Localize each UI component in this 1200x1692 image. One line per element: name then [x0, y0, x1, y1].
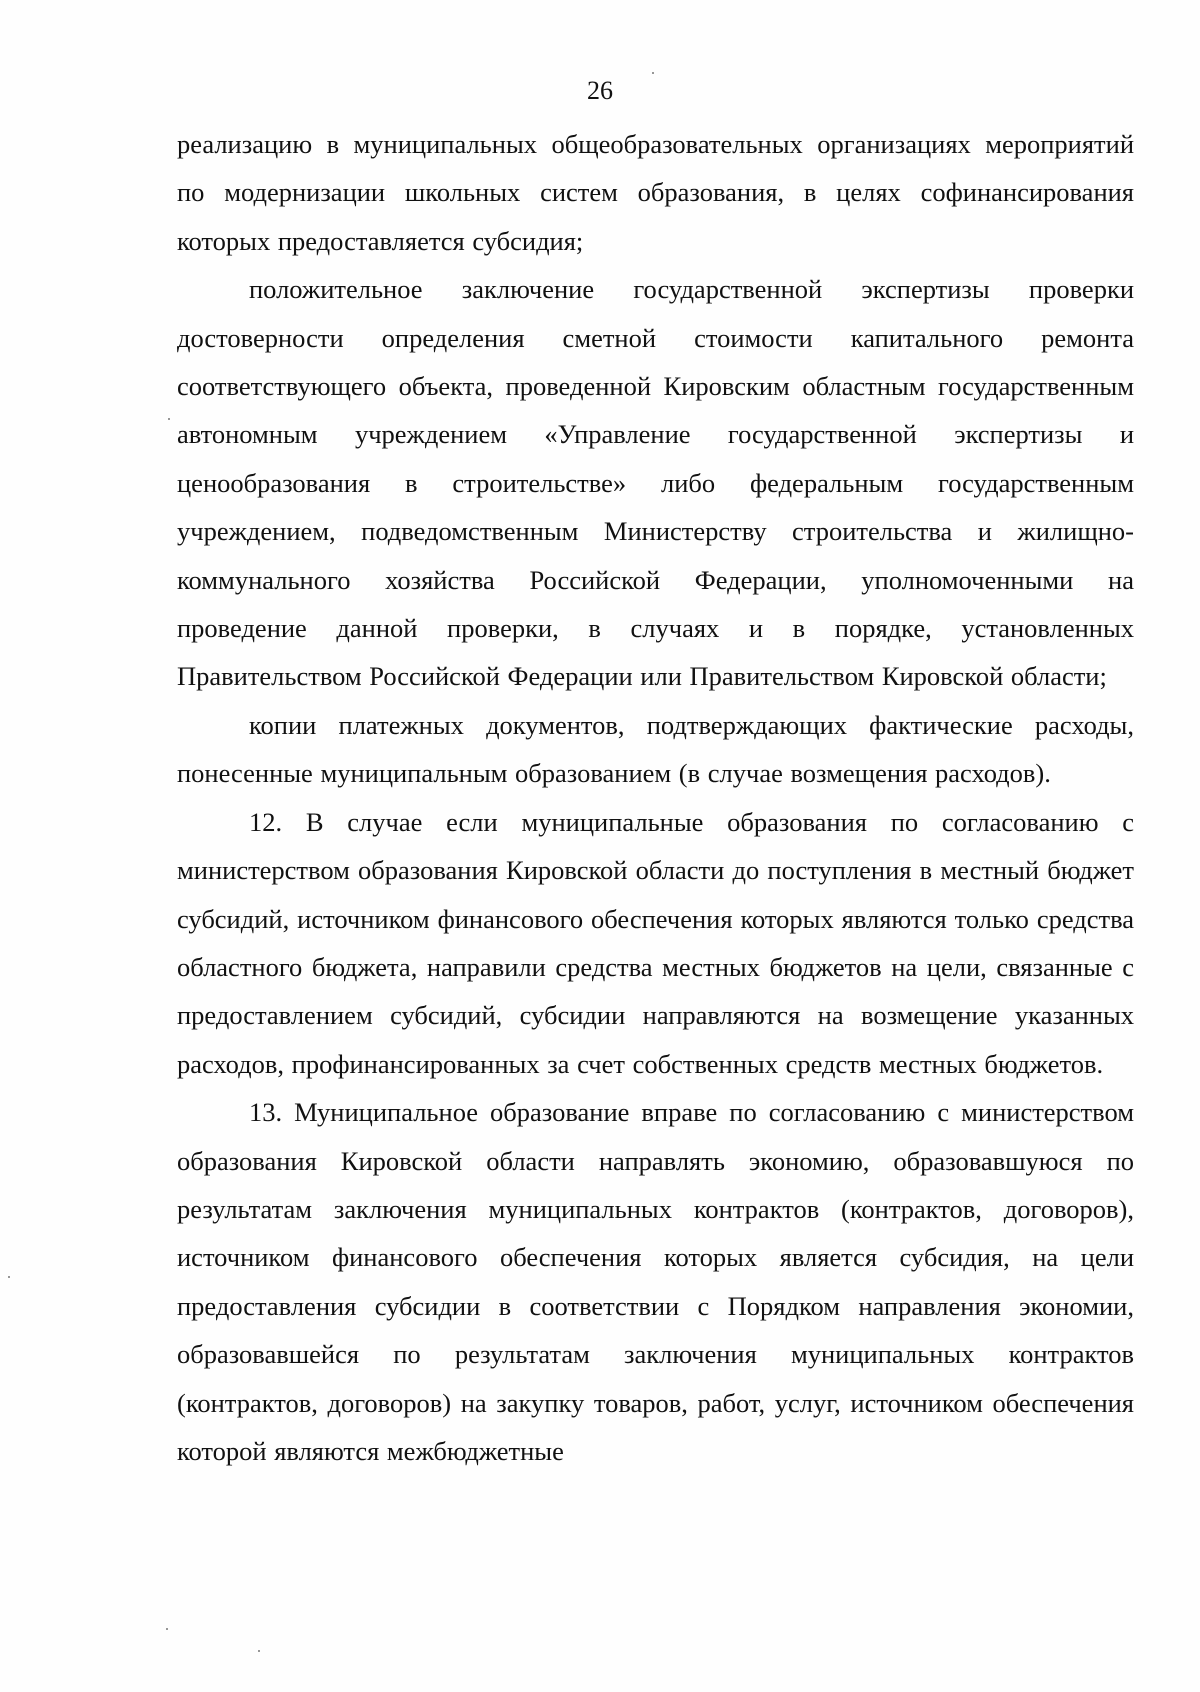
paragraph-expert-conclusion: положительное заключение государственной экспертизы проверки достоверности определения сметной стоимости капитального ремонта соответствующего объекта, проведенной Кировским областным государственным автономным учреждением «Управление государственной экспертизы и ценообразования в строительстве» либо федеральным государственным учреждением, подведомственным Министерству строительства и жилищно-коммунального хозяйства Российской Федерации, уполномоченными на проведение данной проверки, в случаях и в порядке, установленных Правительством Российской Федерации или Правительством Кировской области; — [177, 274, 1134, 692]
paragraph-clause-13: 13. Муниципальное образование вправе по согласованию с министерством образования Кировской области направлять экономию, образовавшуюся по результатам заключения муниципальных контрактов (контрактов, договоров), источником финансового обеспечения которых является субсидия, на цели предоставления субсидии в соответствии с Порядком направления экономии, образовавшейся по результатам заключения муниципальных контрактов (контрактов, договоров) на закупку товаров, работ, услуг, источником обеспечения которой являются межбюджетные — [177, 1097, 1134, 1466]
paragraph-continuation: реализацию в муниципальных общеобразовательных организациях мероприятий по модернизации школьных систем образования, в целях софинансирования которых предоставляется субсидия; — [177, 129, 1134, 256]
scan-speck — [168, 418, 170, 420]
paragraph-clause-12: 12. В случае если муниципальные образования по согласованию с министерством образования Кировской области до поступления в местный бюджет субсидий, источником финансового обеспечения которых являются только средства областного бюджета, направили средства местных бюджетов на цели, связанные с предоставлением субсидий, субсидии направляются на возмещение указанных расходов, профинансированных за счет собственных средств местных бюджетов. — [177, 806, 1134, 1079]
scan-speck — [652, 72, 654, 74]
scan-speck — [8, 1276, 10, 1278]
scan-speck — [258, 1650, 260, 1652]
page-number: 26 — [587, 76, 613, 105]
paragraph-payment-documents: копии платежных документов, подтверждающих фактические расходы, понесенные муниципальным образованием (в случае возмещения расходов). — [177, 709, 1134, 789]
document-body — [177, 120, 1134, 1475]
scan-speck — [166, 1628, 168, 1630]
